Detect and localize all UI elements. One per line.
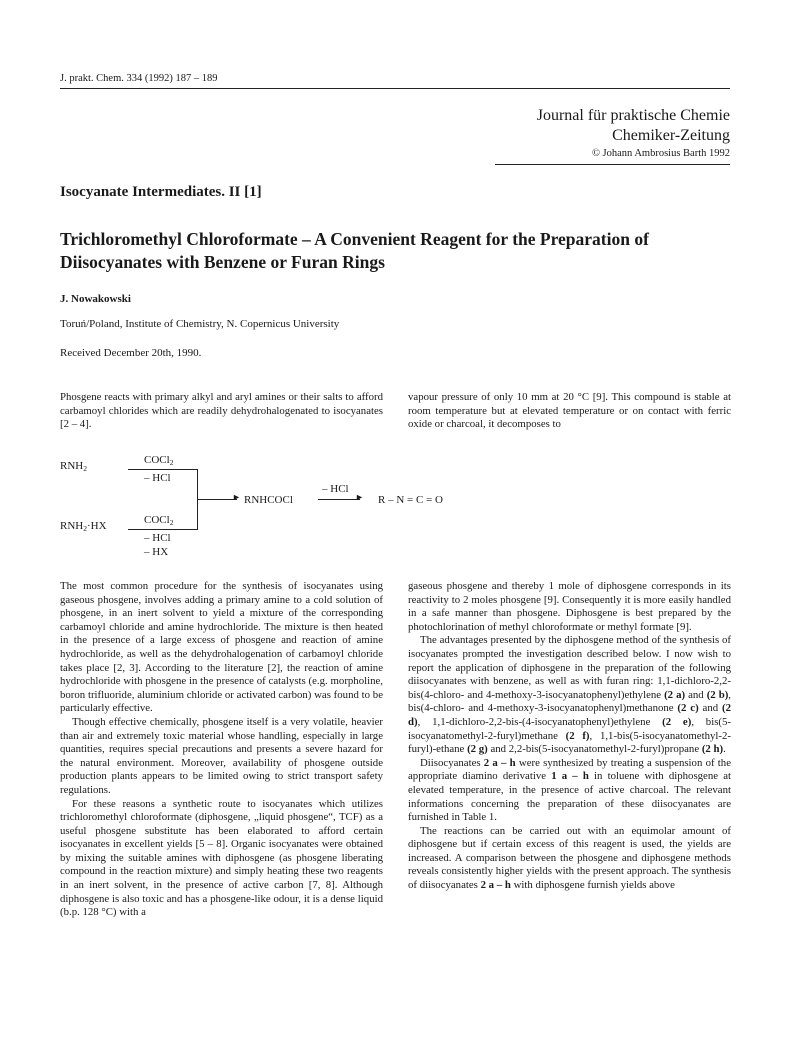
scheme-intermediate: RNHCOCl: [244, 494, 293, 506]
scheme-minus-hcl-final: – HCl: [322, 483, 349, 495]
compound-ref: 2 a – h: [483, 756, 516, 769]
body-left-column: [60, 580, 383, 920]
article-title: Trichloromethyl Chloroformate – A Convenient Reagent for the Preparation of Diisocyanates with Benzene or Furan Rings: [60, 229, 649, 272]
intro-right-text: vapour pressure of only 10 mm at 20 °C [9]. This compound is stable at room temperature but at elevated temperature or on contact with ferric oxide or charcoal, it decomposes to: [408, 391, 731, 431]
compound-ref: (2 b): [706, 688, 729, 701]
compound-ref: (2 f): [565, 729, 590, 742]
journal-subtitle: Chemiker-Zeitung: [612, 127, 730, 144]
scheme-amine-salt: $RNH_2\cdot HX$: [60, 520, 107, 533]
journal-name: Journal für praktische Chemie: [536, 107, 730, 124]
compound-ref: (2 h): [701, 743, 724, 756]
scheme-minus-hcl-top: – HCl: [144, 472, 171, 484]
scheme-arrow-line: [318, 499, 360, 500]
compound-ref: (2 c): [677, 702, 699, 715]
scheme-connector: [197, 499, 237, 500]
received-date: Received December 20th, 1990.: [60, 347, 202, 359]
compound-ref: 1 a – h: [551, 770, 589, 783]
scheme-amine: $RNH_2$: [60, 460, 87, 473]
scheme-line-bottom: [128, 529, 198, 530]
compound-ref: (2 g): [467, 743, 488, 756]
compound-ref: (2 e): [662, 715, 692, 728]
reaction-scheme: [60, 452, 740, 572]
scheme-reagent-bottom: COCl$_2$: [144, 514, 174, 527]
intro-left-text: Phosgene reacts with primary alkyl and aryl amines or their salts to afford carbamoyl chlorides which are readily dehydrohalogenated to isocyanates [2 – 4].: [60, 391, 383, 431]
scheme-reagent-top: COCl$_2$: [144, 454, 174, 467]
author-name: J. Nowakowski: [60, 293, 131, 305]
masthead-rule: [495, 164, 730, 165]
paragraph: gaseous phosgene and thereby 1 mole of diphosgene corresponds in its reactivity to 2 moles phosgene [9]. Consequently it is more easily handled in a safe manner than phosgene. Diphosgene is best prepared by the photochlorination of methyl chloroformate or methyl formate [9].: [408, 580, 731, 633]
body-right-column: [408, 580, 731, 893]
compound-ref: (2 d): [408, 702, 731, 728]
intro-right-column: [408, 391, 731, 432]
paragraph: Though effective chemically, phosgene itself is a very volatile, heavier than air and extremely toxic material whose handling, especially in large quantities, requires special precautions and presents a severe hazard for the natural environment. Moreover, availability of phosgene outside production plants appears to be limited owing to strict transport safety regulations.: [60, 715, 383, 796]
header-rule: [60, 88, 730, 89]
scheme-minus-hx: – HX: [144, 546, 169, 558]
journal-masthead: [537, 106, 730, 161]
series-title: Isocyanate Intermediates. II [1]: [60, 184, 262, 200]
paragraph: Diisocyanates 2 a – h were synthesized by treating a suspension of the appropriate diamino derivative 1 a – h in toluene with diphosgene at elevated temperature, in the presence of active charcoal. The relevant informations concerning the preparation of these diisocyanates are furnished in Table 1.: [408, 756, 731, 824]
scheme-line-top: [128, 469, 198, 470]
paragraph: The advantages presented by the diphosgene method of the synthesis of isocyanates prompted the investigation described below. I now wish to report the application of diphosgene in the preparation of the following diisocyanates with benzene, as well as with furan ring: 1,1-dichloro-2,2-bis(4-chloro- and 4-methoxy-3-isocyanatophenyl)ethylene (2 a) and (2 b), bis(4-chloro- and 4-methoxy-3-isocyanatophenyl)methanone (2 c) and (2 d), 1,1-dichloro-2,2-bis-(4-isocyanatophenyl)ethylene (2 e), bis(5-isocyanatomethyl-2-furyl)methane (2 f), 1,1-bis(5-isocyanatomethyl-2-furyl)-ethane (2 g) and 2,2-bis(5-isocyanatomethyl-2-furyl)propane (2 h).: [408, 634, 731, 756]
paragraph: The reactions can be carried out with an equimolar amount of diphosgene but if certain excess of this reagent is used, the yields are increased. A comparison between the phosgene and diphosgene methods reveals consistently higher yields with the present approach. The synthesis of diisocyanates 2 a – h with diphosgene furnish yields above: [408, 824, 731, 892]
copyright-notice: © Johann Ambrosius Barth 1992: [591, 148, 730, 159]
compound-ref: (2 a): [664, 688, 686, 701]
compound-ref: 2 a – h: [480, 879, 511, 892]
scheme-arrowhead-1: ►: [232, 492, 241, 502]
scheme-minus-hcl-bottom: – HCl: [144, 532, 171, 544]
scheme-product: R – N = C = O: [378, 494, 443, 506]
scheme-arrowhead-2: ►: [355, 492, 364, 502]
intro-left-column: [60, 391, 383, 432]
paragraph: The most common procedure for the synthesis of isocyanates using gaseous phosgene, involves adding a primary amine to a cold solution of phosgene, in an inert solvent to yield a mixture of the corresponding carbamoyl chloride and amine hydrochloride. The mixture is then heated in the presence of a large excess of phosgene and reaction of amine hydrochloride, as well as the dehydrohalogenation of carbamoyl chloride takes place [2, 3]. According to the literature [2], the reaction of amine hydrochloride with phosgene in the presence of catalysts (e.g. morpholine, boron trifluoride, aluminium chloride or activated carbon) was found to be particularly effective.: [60, 580, 383, 715]
paragraph: For these reasons a synthetic route to isocyanates which utilizes trichloromethyl chloroformate (diphosgene, „liquid phosgene“, TCF) as a useful phosgene substitute has been elaborated to afford certain isocyanates in excellent yields [5 – 8]. Organic isocyanates were obtained by mixing the suitable amines with diphosgene (as phosgene liberating compound in the reaction mixture) and simply heating these two reagents in an inert solvent, in the presence of active carbon [7, 8]. Although diphosgene is also toxic and has a phosgene-like odour, it is a dense liquid (b.p. 128 °C) with a: [60, 797, 383, 919]
author-affiliation: Toruń/Poland, Institute of Chemistry, N. Copernicus University: [60, 318, 340, 330]
journal-citation: J. prakt. Chem. 334 (1992) 187 – 189: [60, 73, 218, 84]
